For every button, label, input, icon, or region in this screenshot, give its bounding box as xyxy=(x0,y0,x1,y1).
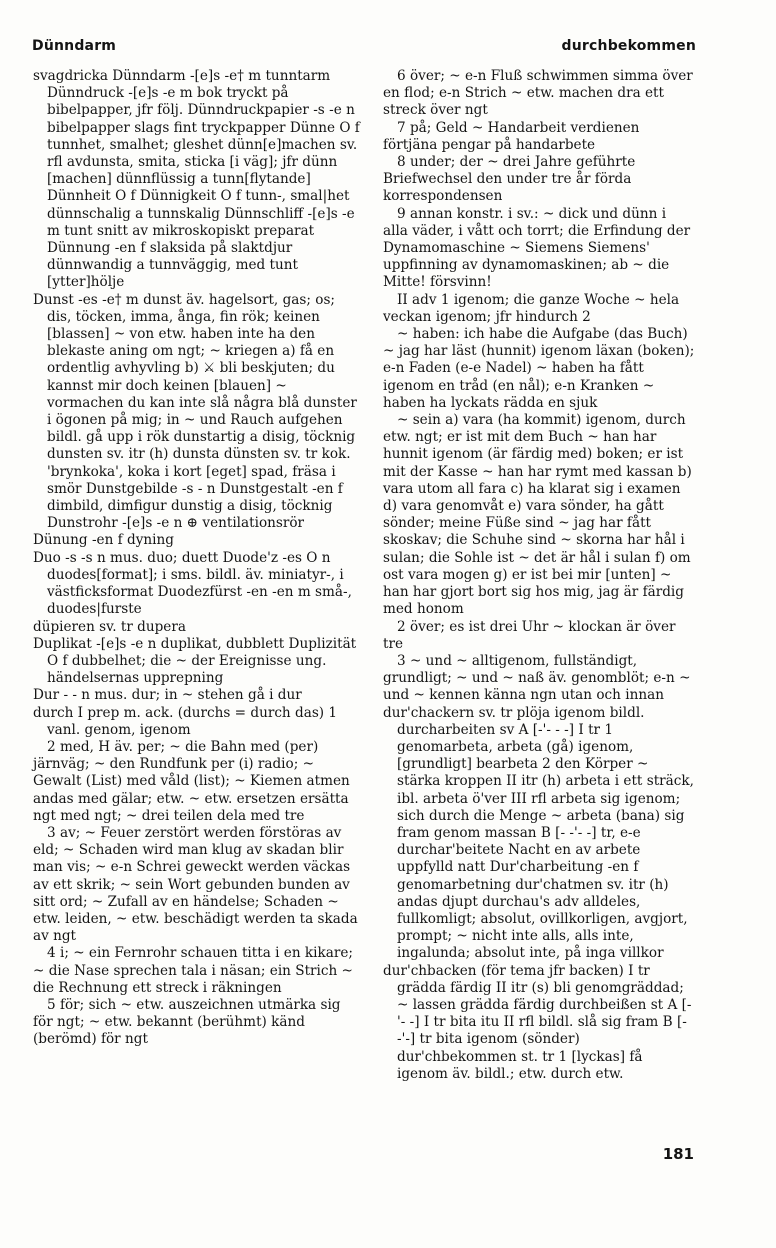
sense-paragraph: 2 över; es ist drei Uhr ~ klockan är över tre xyxy=(383,618,676,652)
sense-paragraph: 7 på; Geld ~ Handarbeit verdienen förtjäna pengar på handarbete xyxy=(383,119,640,153)
sense-paragraph: 6 över; ~ e-n Fluß schwimmen simma över en flod; e-n Strich ~ etw. machen dra ett streck över ngt xyxy=(383,68,693,119)
sense-paragraph: 8 under; der ~ drei Jahre geführte Briefwechsel den under tre år förda korrespondensen xyxy=(383,154,636,205)
sense-paragraph: II adv 1 igenom; die ganze Woche ~ hela veckan igenom; jfr hindurch 2 xyxy=(383,291,680,325)
dictionary-entry: durch I prep m. ack. (durchs = durch das) 1 vanl. genom, igenom xyxy=(33,704,338,738)
right-guide-word: durchbekommen xyxy=(561,38,696,54)
dictionary-entry: Duo -s -s n mus. duo; duett Duode'z -es O n duodes[format]; i sms. bildl. äv. miniatyr-, i västficksformat Duodezfürst -en -en m små-, duodes|furste xyxy=(33,549,352,618)
dictionary-entry: Duplikat -[e]s -e n duplikat, dubblett Duplizität O f dubbelhet; die ~ der Ereignisse ung. händelsernas upprepning xyxy=(33,635,357,687)
left-column xyxy=(33,68,361,1049)
dictionary-entry: dur'chackern sv. tr plöja igenom bildl. durcharbeiten sv A [-'- - -] I tr 1 genomarbeta, arbeta (gå) igenom, [grundligt] bearbeta 2 den Körper ~ stärka kroppen II itr (h) arbeta i ett sträck, ibl. arbeta ö'ver III rfl arbeta sig igenom; sich durch die Menge ~ arbeta (bana) sig fram genom massan B [- -'- -] tr, e-e durchar'beitete Nacht en av arbete uppfylld natt Dur'charbeitung -en f genomarbetning dur'chatmen sv. itr (h) andas djupt durchau's adv alldeles, fullkomligt; absolut, ovillkorligen, avgjort, prompt; ~ nicht inte alls, alls inte, ingalunda; absolut inte, på inga villkor xyxy=(383,704,694,962)
sense-paragraph: ~ sein a) vara (ha kommit) igenom, durch etw. ngt; er ist mit dem Buch ~ han har hunnit igenom (är färdig med) boken; er ist mit der Kasse ~ han har rymt med kassan b) vara utom all fara c) ha klarat sig i examen d) vara genomvåt e) vara sönder, ha gått sönder; meine Füße sind ~ jag har fått skoskav; die Schuhe sind ~ skorna har hål i sulan; die Sohle ist ~ det är hål i sulan f) om ost vara mogen g) er ist bei mir [unten] ~ han har gjort bort sig hos mig, jag är färdig med honom xyxy=(383,412,692,618)
sense-paragraph: 3 av; ~ Feuer zerstört werden förstöras av eld; ~ Schaden wird man klug av skadan blir man vis; ~ e-n Schrei geweckt werden väckas av ett skrik; ~ sein Wort gebunden bunden av sitt ord; ~ Zufall av en händelse; Schaden ~ etw. leiden, ~ etw. beschädigt werden ta skada av ngt xyxy=(33,824,358,945)
dictionary-entry: düpieren sv. tr dupera xyxy=(33,618,186,635)
page-number: 181 xyxy=(662,1145,694,1163)
dictionary-entry: dur'chbacken (för tema jfr backen) I tr grädda färdig II itr (s) bli genomgräddad; ~ lassen grädda färdig durchbeißen st A [-'- -] I tr bita itu II rfl bildl. slå sig fram B [- -'-] tr bita igenom (sönder) dur'chbekommen st. tr 1 [lyckas] få igenom äv. bildl.; etw. durch etw. xyxy=(383,962,692,1082)
sense-paragraph: 9 annan konstr. i sv.: ~ dick und dünn i alla väder, i vått och torrt; die Erfindung der Dynamomaschine ~ Siemens Siemens' uppfinning av dynamomaskinen; ab ~ die Mitte! försvinn! xyxy=(383,205,691,291)
dictionary-entry: Dunst -es -e† m dunst äv. hagelsort, gas; os; dis, töcken, imma, ånga, fin rök; keinen [blassen] ~ von etw. haben inte ha den blekaste aning om ngt; ~ kriegen a) få en ordentlig avhyvling b) ⚔ bli beskjuten; du kannst mir doch keinen [blauen] ~ vormachen du kan inte slå några blå dunster i ögonen på mig; in ~ und Rauch aufgehen bildl. gå upp i rök dunstartig a disig, töcknig dunsten sv. itr (h) dunsta dünsten sv. tr kok. 'brynkoka', koka i kort [eget] spad, fräsa i smör Dunstgebilde -s - n Dunstgestalt -en f dimbild, dimfigur dunstig a disig, töcknig Dunstrohr -[e]s -e n ⊕ ventilationsrör xyxy=(33,291,357,532)
sense-paragraph: ~ haben: ich habe die Aufgabe (das Buch) ~ jag har läst (hunnit) igenom läxan (boken); e-n Faden (e-e Nadel) ~ haben ha fått igenom en tråd (en nål); e-n Kranken ~ haben ha lyckats rädda en sjuk xyxy=(383,326,695,411)
dictionary-entry: svagdricka Dünndarm -[e]s -e† m tunntarm Dünndruck -[e]s -e m bok tryckt på bibelpapper, jfr följ. Dünndruckpapier -s -e n bibelpapper slags fint tryckpapper Dünne O f tunnhet, smalhet; gleshet dünn[e]machen sv. rfl avdunsta, smita, sticka [i väg]; jfr dünn [machen] dünnflüssig a tunn[flytande] Dünnheit O f Dünnigkeit O f tunn-, smal|het dünnschalig a tunnskalig Dünnschliff -[e]s -e m tunt snitt av mikroskopiskt preparat Dünnung -en f slaksida på slaktdjur dünnwandig a tunnväggig, med tunt [ytter]hölje xyxy=(33,68,360,291)
left-guide-word: Dünndarm xyxy=(32,38,117,54)
sense-paragraph: 4 i; ~ ein Fernrohr schauen titta i en kikare; ~ die Nase sprechen tala i näsan; ein Strich ~ die Rechnung ett streck i räkningen xyxy=(33,945,353,996)
sense-paragraph: 3 ~ und ~ alltigenom, fullständigt, grundligt; ~ und ~ naß äv. genomblöt; e-n ~ und ~ kennen känna ngn utan och innan xyxy=(383,652,691,704)
sense-paragraph: 2 med, H äv. per; ~ die Bahn med (per) järnväg; ~ den Rundfunk per (i) radio; ~ Gewalt (List) med våld (list); ~ Kiemen atmen andas med gälar; etw. ~ etw. ersetzen ersätta ngt med ngt; ~ drei teilen dela med tre xyxy=(33,738,350,824)
dictionary-entry: Dünung -en f dyning xyxy=(33,532,174,549)
sense-paragraph: 5 för; sich ~ etw. auszeichnen utmärka sig för ngt; ~ etw. bekannt (berühmt) känd (berömd) för ngt xyxy=(33,996,341,1048)
right-column xyxy=(383,68,695,1083)
dictionary-entry: Dur - - n mus. dur; in ~ stehen gå i dur xyxy=(33,687,302,704)
